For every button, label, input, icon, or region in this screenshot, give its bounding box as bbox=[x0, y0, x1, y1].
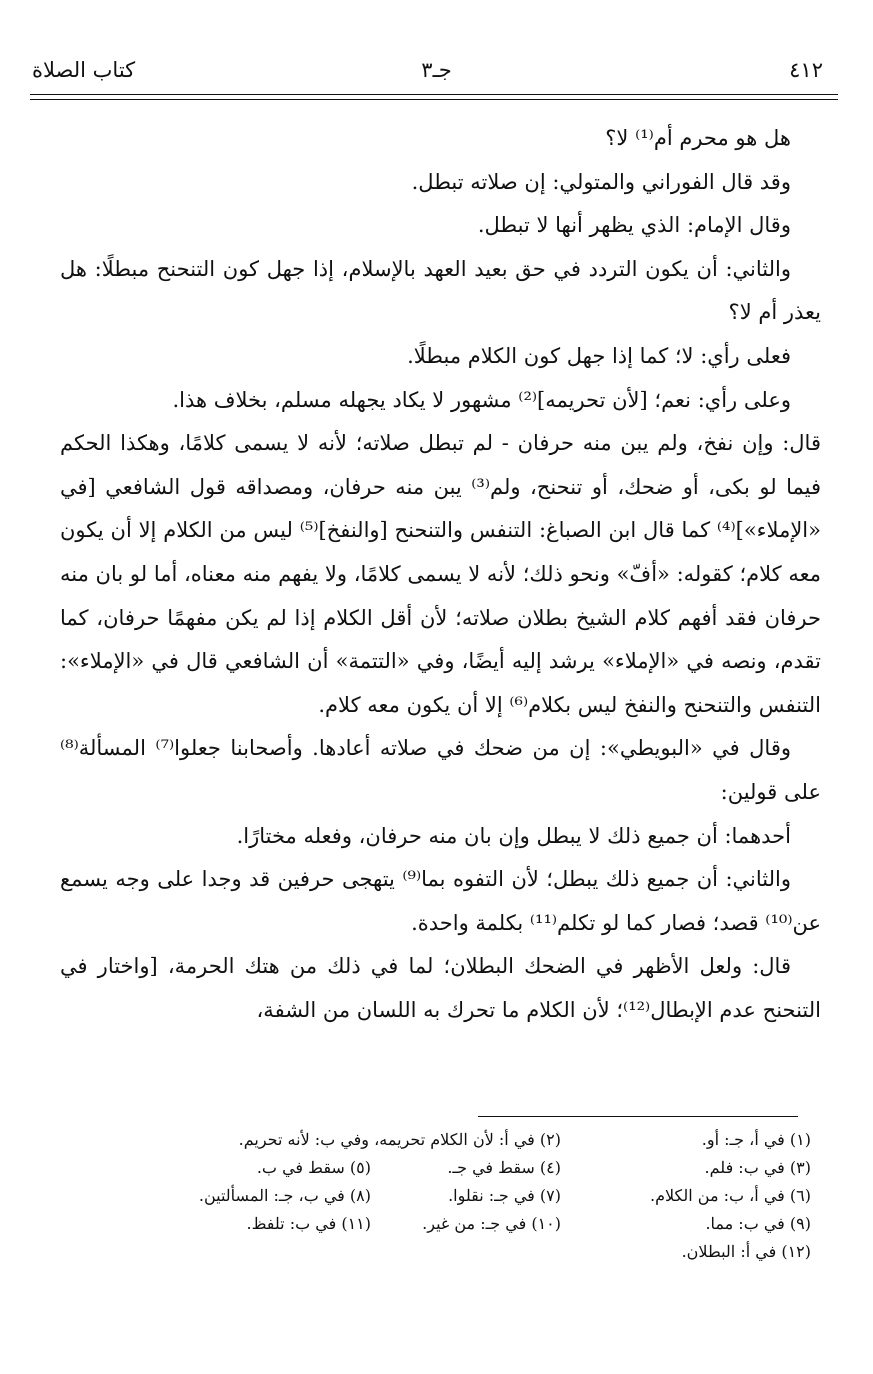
paragraph: وقد قال الفوراني والمتولي: إن صلاته تبطل. bbox=[411, 169, 791, 194]
header-rule-thin bbox=[30, 99, 838, 100]
paragraph: والثاني: أن جميع ذلك يبطل؛ لأن التفوه بما⁽⁹⁾ يتهجى حرفين قد وجدا على وجه يسمع عن⁽¹⁰⁾ قصد؛ فصار كما لو تكلم⁽¹¹⁾ بكلمة واحدة. bbox=[60, 867, 821, 935]
paragraph: هل هو محرم أم⁽¹⁾ لا؟ bbox=[605, 126, 791, 150]
paragraph: وقال الإمام: الذي يظهر أنها لا تبطل. bbox=[477, 213, 791, 238]
footnote-row bbox=[100, 1210, 811, 1238]
main-text bbox=[60, 117, 821, 1032]
footnote-row bbox=[100, 1182, 811, 1210]
footnote: (١) في أ، جـ: أو. bbox=[701, 1130, 811, 1149]
footnote: (٣) في ب: فلم. bbox=[704, 1158, 811, 1177]
paragraph: فعلى رأي: لا؛ كما إذا جهل كون الكلام مبطلًا. bbox=[407, 343, 791, 368]
footnote: (٨) في ب، جـ: المسألتين. bbox=[198, 1186, 371, 1205]
header-rule-thick bbox=[30, 94, 838, 95]
footnote-row bbox=[100, 1154, 811, 1182]
footnote: (١٠) في جـ: من غير. bbox=[422, 1214, 561, 1233]
footnote: (٩) في ب: مما. bbox=[705, 1214, 811, 1233]
volume-label: جـ٣ bbox=[421, 58, 452, 82]
paragraph: أحدهما: أن جميع ذلك لا يبطل وإن بان منه حرفان، وفعله مختارًا. bbox=[236, 823, 791, 848]
footnote: (٤) سقط في جـ. bbox=[447, 1158, 561, 1177]
footnote-row bbox=[100, 1238, 811, 1266]
page-number: ٤١٢ bbox=[789, 58, 823, 82]
paragraph: وعلى رأي: نعم؛ [لأن تحريمه]⁽²⁾ مشهور لا يكاد يجهله مسلم، بخلاف هذا. bbox=[172, 387, 791, 412]
footnote: (١٢) في أ: البطلان. bbox=[681, 1242, 811, 1261]
paragraph: قال: وإن نفخ، ولم يبن منه حرفان - لم تبطل صلاته؛ لأنه لا يسمى كلامًا، وهكذا الحكم فيما لو بكى، أو ضحك، أو تنحنح، ولم⁽³⁾ يبن منه حرفان، ومصداقه قول الشافعي [في «الإملاء»]⁽⁴⁾ كما قال ابن الصباغ: التنفس والتنحنح [والنفخ]⁽⁵⁾ ليس من الكلام إلا أن يكون معه كلام؛ كقوله: «أفّ» ونحو ذلك؛ لأنه لا يسمى كلامًا، ولا يفهم منه معناه، أما لو بان منه حرفان فقد أفهم كلام الشيخ بطلان صلاته؛ لأن أقل الكلام إذا لم يكن مفهمًا حرفان، كما تقدم، ونصه في «الإملاء» يرشد إليه أيضًا، وفي «التتمة» أن الشافعي قال في «الإملاء»: التنفس والتنحنح والنفخ ليس بكلام⁽⁶⁾ إلا أن يكون معه كلام. bbox=[60, 431, 821, 717]
footnote: (٧) في جـ: نقلوا. bbox=[448, 1186, 561, 1205]
paragraph: والثاني: أن يكون التردد في حق بعيد العهد بالإسلام، إذا جهل كون التنحنح مبطلًا: هل يعذر أم لا؟ bbox=[60, 256, 821, 325]
paragraph: قال: ولعل الأظهر في الضحك البطلان؛ لما في ذلك من هتك الحرمة، [واختار في التنحنح عدم الإبطال⁽¹²⁾؛ لأن الكلام ما تحرك به اللسان من الشفة، bbox=[60, 954, 821, 1022]
footnote: (٦) في أ، ب: من الكلام. bbox=[649, 1186, 811, 1205]
page-header bbox=[30, 58, 843, 94]
footnotes bbox=[100, 1126, 811, 1266]
footnote: (١١) في ب: تلفظ. bbox=[246, 1214, 371, 1233]
footnote-separator bbox=[478, 1116, 798, 1117]
footnote-row bbox=[100, 1126, 811, 1154]
footnote: (٥) سقط في ب. bbox=[256, 1158, 371, 1177]
book-title: كتاب الصلاة bbox=[32, 58, 136, 82]
footnote: (٢) في أ: لأن الكلام تحريمه، وفي ب: لأنه تحريم. bbox=[238, 1130, 561, 1149]
paragraph: وقال في «البويطي»: إن من ضحك في صلاته أعادها. وأصحابنا جعلوا⁽⁷⁾ المسألة⁽⁸⁾ على قولين: bbox=[60, 736, 821, 804]
